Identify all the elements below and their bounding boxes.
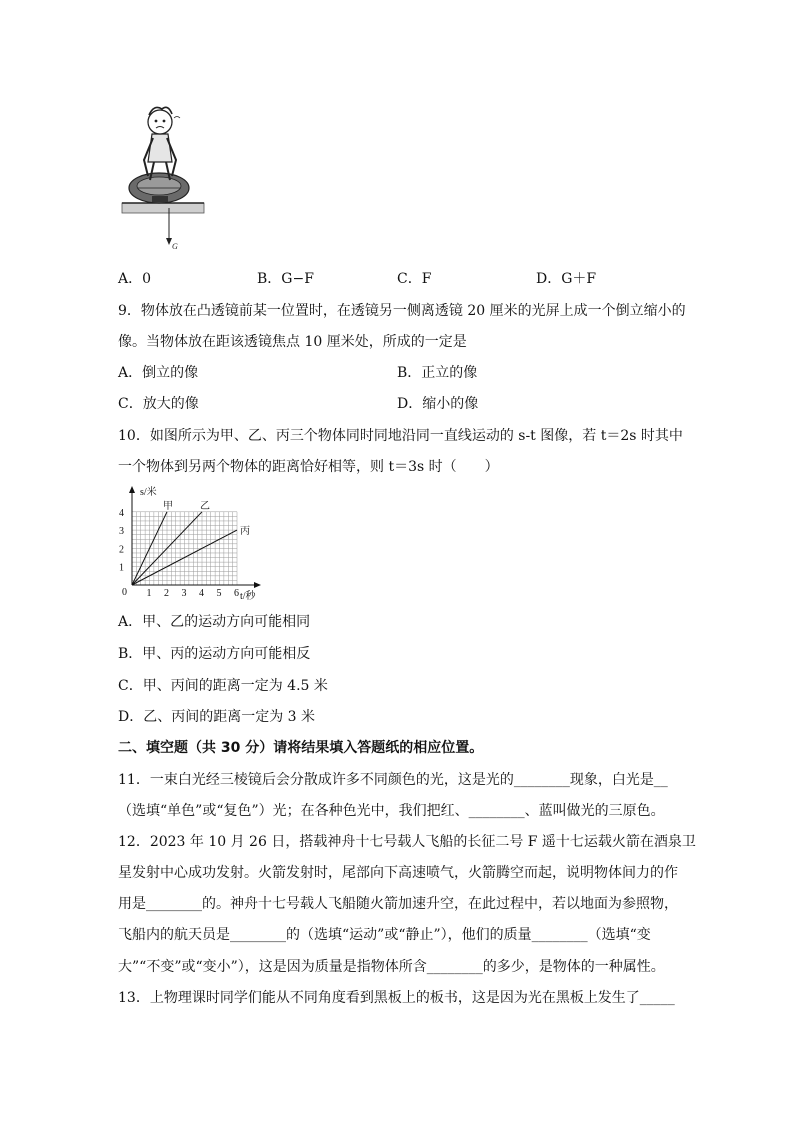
q10-line-1: 10．如图所示为甲、乙、丙三个物体同时同地沿同一直线运动的 s-t 图像，若 t＝2s 时其中 [118, 428, 683, 444]
y-axis-arrow [129, 486, 135, 493]
q12-line-1: 12．2023 年 10 月 26 日，搭载神舟十七号载人飞船的长征二号 F 遥十七运载火箭在酒泉卫 [118, 834, 696, 850]
q11-line-2: （选填“单色”或“复色”）光；在各种色光中，我们把红、________、蓝叫做光的三原色。 [118, 803, 665, 819]
q8-option-d: D．G＋F [536, 271, 597, 287]
q9-line-2: 像。当物体放在距该透镜焦点 10 厘米处，所成的一定是 [118, 334, 467, 350]
q9-option-a: A．倒立的像 [118, 365, 199, 381]
force-g-label: G [172, 242, 178, 250]
origin-label: 0 [122, 587, 127, 598]
q10-option-c: C．甲、丙间的距离一定为 4.5 米 [118, 678, 328, 694]
q10-option-b: B．甲、丙的运动方向可能相反 [118, 646, 311, 662]
q8-option-c: C．F [397, 271, 432, 287]
q11-line-1: 11．一束白光经三棱镜后会分散成许多不同颜色的光，这是光的________现象，白光是__ [118, 772, 668, 788]
x-tick-label: 4 [199, 588, 204, 599]
x-axis-arrow [254, 582, 261, 588]
series-label-2: 乙 [200, 500, 210, 512]
y-tick-label: 4 [119, 507, 124, 519]
q9-option-b: B．正立的像 [397, 365, 478, 381]
chart-grid [132, 512, 237, 585]
q12-line-3: 用是________的。神舟十七号载人飞船随火箭加速升空，在此过程中，若以地面为参照物， [118, 896, 678, 912]
person-lifting-bag-figure [118, 100, 208, 250]
section-2-heading: 二、填空题（共 30 分）请将结果填入答题纸的相应位置。 [118, 740, 484, 756]
series-label-1: 甲 [163, 500, 173, 512]
s-t-chart [116, 483, 286, 605]
x-tick-label: 3 [181, 588, 187, 599]
y-tick-label: 1 [119, 562, 124, 574]
q12-line-2: 星发射中心成功发射。火箭发射时，尾部向下高速喷气，火箭腾空而起，说明物体间力的作 [118, 865, 678, 881]
y-tick-label: 3 [119, 526, 124, 538]
q9-line-1: 9．物体放在凸透镜前某一位置时，在透镜另一侧离透镜 20 厘米的光屏上成一个倒立缩小的 [118, 303, 686, 319]
q8-option-a: A．0 [118, 271, 152, 287]
q12-line-5: 大”“不变”或“变小”），这是因为质量是指物体所含________的多少，是物体的一种属性。 [118, 959, 665, 975]
x-tick-label: 5 [216, 588, 222, 599]
q12-line-4: 飞船内的航天员是________的（选填“运动”或“静止”），他们的质量________（选填“变 [118, 927, 651, 943]
x-tick-label: 2 [164, 588, 169, 599]
chart-axes [122, 485, 261, 602]
x-axis-label: t/秒 [240, 591, 256, 602]
y-axis-label: s/米 [140, 487, 157, 498]
x-tick-label: 1 [146, 588, 152, 599]
x-tick-label: 6 [234, 588, 239, 599]
q10-line-2: 一个物体到另两个物体的距离恰好相等，则 t＝3s 时（ ） [118, 459, 499, 475]
q9-option-d: D．缩小的像 [397, 396, 479, 412]
q13-line-1: 13．上物理课时同学们能从不同角度看到黑板上的板书，这是因为光在黑板上发生了_____ [118, 990, 675, 1006]
y-tick-label: 2 [119, 544, 124, 556]
q10-option-a: A．甲、乙的运动方向可能相同 [118, 614, 311, 630]
q9-option-c: C．放大的像 [118, 396, 199, 412]
q10-option-d: D．乙、丙间的距离一定为 3 米 [118, 709, 316, 725]
series-label-3: 丙 [240, 526, 250, 538]
q8-option-b: B．G−F [257, 271, 314, 287]
